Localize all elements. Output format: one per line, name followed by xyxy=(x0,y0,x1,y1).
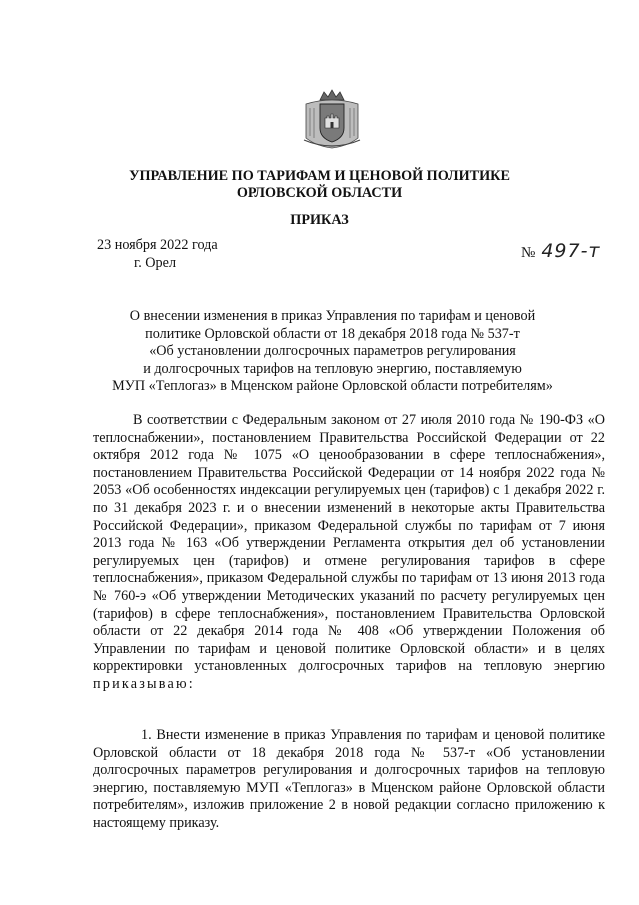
preamble-paragraph xyxy=(93,412,605,694)
subject-line-5: МУП «Теплогаз» в Мценском районе Орловской области потребителям» xyxy=(112,378,553,395)
organization-name xyxy=(0,168,639,202)
org-line-1: УПРАВЛЕНИЕ ПО ТАРИФАМ И ЦЕНОВОЙ ПОЛИТИКЕ xyxy=(129,168,510,184)
subject-line-2: политике Орловской области от 18 декабря 2018 года № 537-т xyxy=(145,325,520,342)
subject-line-4: и долгосрочных тарифов на тепловую энергию, поставляемую xyxy=(143,360,522,377)
subject-line-3: «Об установлении долгосрочных параметров регулирования xyxy=(149,343,516,360)
number-sign: № xyxy=(521,245,536,261)
preamble-text: В соответствии с Федеральным законом от 27 июля 2010 года № 190-ФЗ «О теплоснабжении», постановлением Правительства Российской Федерации от 22 октября 2012 года № 1075 «О ценообразовании в сфере теплоснабжения», постановлением Правительства Российской Федерации от 14 ноября 2022 года № 2053 «Об особенностях индексации регулируемых цен (тарифов) с 1 декабря 2022 г. по 31 декабря 2023 г. и о внесении изменений в некоторые акты Правительства Российской Федерации», приказом Федеральной службы по тарифам от 7 июня 2013 года № 163 «Об утверждении Регламента открытия дел об установлении регулируемых цен (тарифов) и отмене регулирования тарифов в сфере теплоснабжения», приказом Федеральной службы по тарифам от 13 июня 2013 года № 760-э «Об утверждении Методических указаний по расчету регулируемых цен (тарифов) в сфере теплоснабжения», постановлением Правительства Орловской области от 22 декабря 2014 года № 408 «Об утверждении Положения об Управлении по тарифам и ценовой политике Орловской области» и в целях корректировки установленных долгосрочных тарифов на тепловую энергию xyxy=(93,412,605,675)
subject-line-1: О внесении изменения в приказ Управления по тарифам и ценовой xyxy=(129,308,536,324)
handwritten-number: 497-т xyxy=(541,240,601,262)
org-line-2: ОРЛОВСКОЙ ОБЛАСТИ xyxy=(236,185,403,201)
document-title: ПРИКАЗ xyxy=(290,212,349,228)
document-city: г. Орел xyxy=(134,255,177,271)
document-date: 23 ноября 2022 года xyxy=(97,237,218,253)
order-word: приказываю: xyxy=(93,675,195,692)
document-subject xyxy=(60,308,605,396)
coat-of-arms-icon xyxy=(300,88,364,150)
order-item-1: 1. Внести изменение в приказ Управления по тарифам и ценовой политике Орловской области от 18 декабря 2018 года № 537-т «Об установлении долгосрочных параметров регулирования и долгосрочных тарифов на тепловую энергию, поставляемую МУП «Теплогаз» в Мценском районе Орловской области потребителям», изложив приложение 2 в новой редакции согласно приложению к настоящему приказу. xyxy=(93,727,605,831)
document-number xyxy=(521,240,601,262)
